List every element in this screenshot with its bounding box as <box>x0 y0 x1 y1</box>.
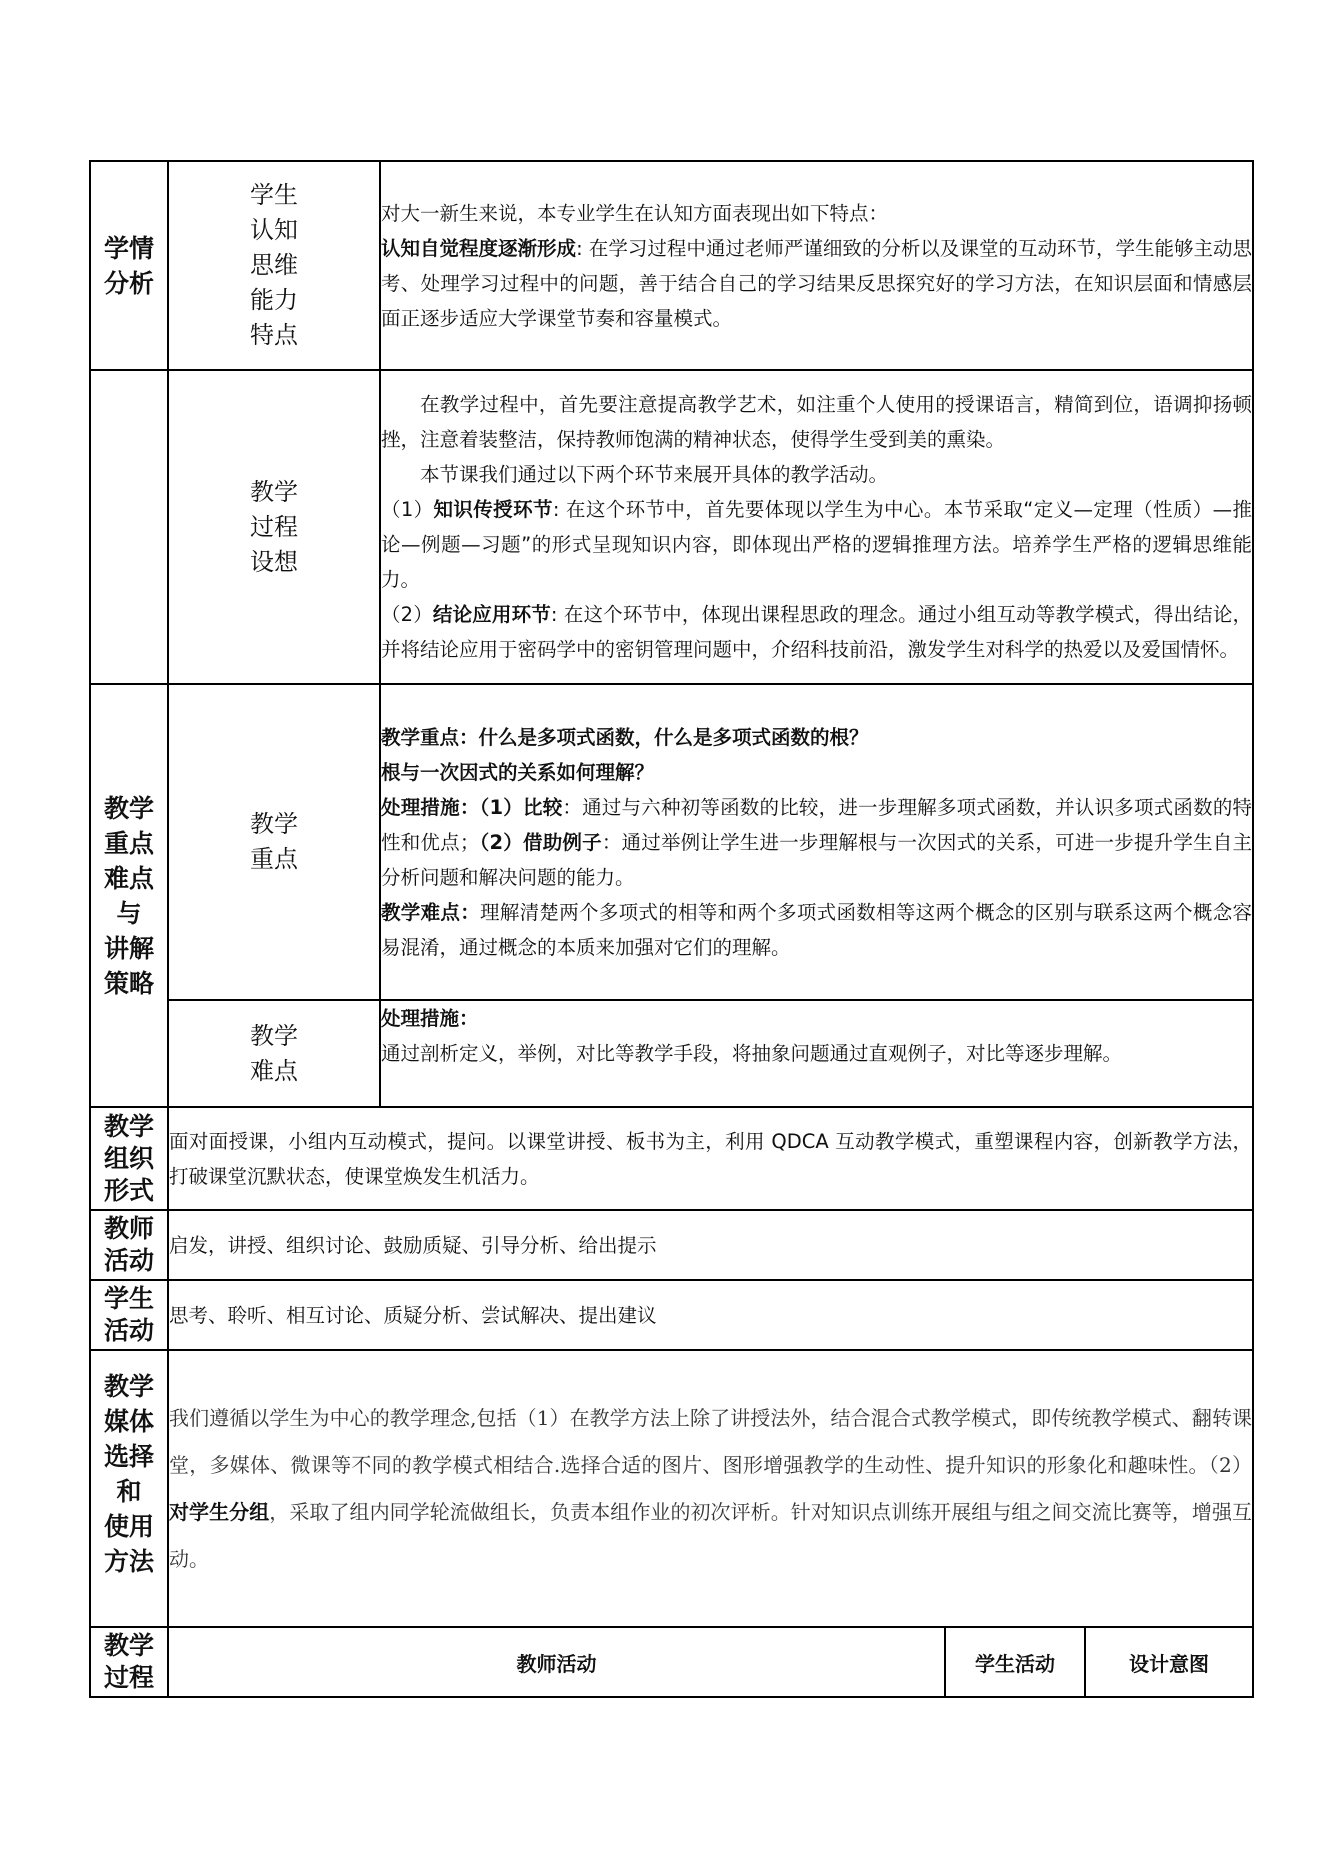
difficulty-text: 理解清楚两个多项式的相等和两个多项式函数相等这两个概念的区别与联系这两个概念容易混淆，通过概念的本质来加强对它们的理解。 <box>381 900 1253 959</box>
label-line: 方法 <box>103 1547 154 1576</box>
label-media <box>90 1350 168 1627</box>
label-line: 组织 <box>103 1143 154 1173</box>
sub-difficulties <box>168 1000 380 1107</box>
content-key-points <box>380 684 1253 1000</box>
item-text: : 在这个环节中，体现出课程思政的理念。通过小组互动等教学模式，得出结论，并将结论应用于密码学中的密钥管理问题中，介绍科技前沿，激发学生对科学的热爱以及爱国情怀。 <box>381 603 1252 661</box>
content-process-design <box>380 370 1253 684</box>
label-line: 形式 <box>103 1175 154 1205</box>
label-line: 活动 <box>103 1316 154 1345</box>
item-bold: 结论应用环节 <box>432 603 551 626</box>
label-line: 难点 <box>103 863 154 893</box>
item-number: （1） <box>381 498 434 521</box>
sub-line: 特点 <box>250 321 298 349</box>
paragraph: 本节课我们通过以下两个环节来展开具体的教学活动。 <box>420 463 889 486</box>
label-student-activity <box>90 1280 168 1350</box>
label-line: 和 <box>116 1477 142 1506</box>
content-organization <box>168 1107 1253 1210</box>
label-line: 策略 <box>103 968 154 998</box>
key-line: 教学重点：什么是多项式函数，什么是多项式函数的根？ <box>381 725 869 749</box>
sub-line: 难点 <box>250 1056 298 1085</box>
label-key-difficult <box>90 684 168 1107</box>
label-line: 教学 <box>103 1372 154 1401</box>
measure-bold: 处理措施：（1）比较 <box>381 795 563 819</box>
row-key-points <box>90 684 1253 1000</box>
label-line: 重点 <box>103 828 154 858</box>
item-number: （2） <box>381 603 433 626</box>
difficulty-bold: 教学难点： <box>381 900 481 924</box>
col-design-intent: 设计意图 <box>1085 1627 1253 1697</box>
sub-process-design <box>168 370 380 684</box>
content-learning-analysis <box>380 161 1253 370</box>
row-learning-analysis <box>90 161 1253 370</box>
label-line: 分析 <box>103 268 154 298</box>
paragraph <box>381 492 1252 597</box>
label-organization <box>90 1107 168 1210</box>
trait-text: : 在学习过程中通过老师严谨细致的分析以及课堂的互动环节，学生能够主动思考、处理学习过程中的问题，善于结合自己的学习结果反思探究好的学习方法，在知识层面和情感层面正逐步适应大学课堂节奏和容量模式。 <box>381 236 1253 330</box>
paragraph <box>381 895 1252 965</box>
sub-line: 能力 <box>250 286 298 314</box>
label-line: 学情 <box>103 233 154 263</box>
sub-line: 过程 <box>250 512 298 541</box>
sub-line: 思维 <box>250 251 298 279</box>
paragraph <box>381 597 1252 667</box>
label-line: 教学 <box>103 1111 154 1141</box>
label-line: 媒体 <box>103 1407 154 1436</box>
paragraph: 通过剖析定义，举例，对比等教学手段，将抽象问题通过直观例子，对比等逐步理解。 <box>381 1042 1123 1065</box>
sub-cognitive-traits <box>168 161 380 370</box>
sub-key-points <box>168 684 380 1000</box>
paragraph <box>381 755 1252 790</box>
sub-line: 认知 <box>250 216 298 244</box>
measure-text: ：通过举例让学生进一步理解根与一次因式的关系，可进一步提升学生自主分析问题和解决问题的能力。 <box>381 830 1253 889</box>
lesson-plan-table <box>89 160 1254 1698</box>
trait-paragraph <box>381 231 1252 336</box>
sub-line: 教学 <box>250 1021 298 1050</box>
measure-bold: （2）借助例子 <box>479 830 602 854</box>
sub-line: 重点 <box>250 845 298 873</box>
paragraph: 思考、聆听、相互讨论、质疑分析、尝试解决、提出建议 <box>169 1303 657 1327</box>
paragraph <box>381 1001 1252 1036</box>
label-teacher-activity <box>90 1210 168 1280</box>
item-text: : 在这个环节中，首先要体现以学生为中心。本节采取“定义—定理（性质）—推论—例题—习题”的形式呈现知识内容，即体现出严格的逻辑推理方法。培养学生严格的逻辑思维能力。 <box>381 498 1253 591</box>
sub-line: 学生 <box>250 181 298 209</box>
col-teacher-activity: 教师活动 <box>168 1627 945 1697</box>
col-student-activity: 学生活动 <box>945 1627 1085 1697</box>
paragraph: 启发，讲授、组织讨论、鼓励质疑、引导分析、给出提示 <box>169 1233 657 1257</box>
label-line: 教师 <box>103 1214 154 1243</box>
row-organization <box>90 1107 1253 1210</box>
item-bold: 知识传授环节 <box>433 498 553 521</box>
media-bold: 对学生分组 <box>169 1499 270 1524</box>
label-line: 教学 <box>103 1631 154 1660</box>
intro-text: 对大一新生来说，本专业学生在认知方面表现出如下特点： <box>381 201 889 225</box>
label-line: 与 <box>116 898 142 928</box>
content-media <box>168 1350 1253 1627</box>
row-media <box>90 1350 1253 1627</box>
sub-line: 教学 <box>250 810 298 838</box>
content-teacher-activity <box>168 1210 1253 1280</box>
label-line: 选择 <box>103 1442 154 1471</box>
media-text: 我们遵循以学生为中心的教学理念,包括（1）在教学方法上除了讲授法外，结合混合式教学模式，即传统教学模式、翻转课堂，多媒体、微课等不同的教学模式相结合.选择合适的图片、图形增强教学的生动性、提升知识的形象化和趣味性。（2） <box>169 1405 1253 1477</box>
label-learning-analysis <box>90 161 168 370</box>
measure-text: ：通过与六种初等函数的比较，进一步理解多项式函数，并认识多项式函数的特性和优点； <box>381 795 1253 854</box>
paragraph <box>381 720 1252 755</box>
row-process-header <box>90 1627 1253 1697</box>
trait-bold: 认知自觉程度逐渐形成 <box>381 236 577 260</box>
row-difficulties <box>90 1000 1253 1107</box>
label-line: 讲解 <box>103 933 154 963</box>
sub-line: 设想 <box>250 547 298 576</box>
paragraph: 在教学过程中，首先要注意提高教学艺术，如注重个人使用的授课语言，精简到位，语调抑扬顿挫，注意着装整洁，保持教师饱满的精神状态，使得学生受到美的熏染。 <box>381 393 1253 451</box>
media-text: ，采取了组内同学轮流做组长，负责本组作业的初次评析。针对知识点训练开展组与组之间交流比赛等，增强互动。 <box>169 1499 1253 1571</box>
label-line: 活动 <box>103 1246 154 1275</box>
sub-line: 教学 <box>250 477 298 506</box>
label-process <box>90 1627 168 1697</box>
label-line: 过程 <box>103 1663 154 1692</box>
label-empty <box>90 370 168 684</box>
row-teacher-activity <box>90 1210 1253 1280</box>
row-student-activity <box>90 1280 1253 1350</box>
label-line: 学生 <box>103 1284 154 1313</box>
row-process-design <box>90 370 1253 684</box>
paragraph: 面对面授课，小组内互动模式，提问。以课堂讲授、板书为主，利用 QDCA 互动教学模式，重塑课程内容，创新教学方法，打破课堂沉默状态，使课堂焕发生机活力。 <box>169 1129 1253 1188</box>
paragraph <box>381 790 1252 895</box>
content-difficulties <box>380 1000 1253 1107</box>
label-line: 教学 <box>103 793 154 823</box>
label-line: 使用 <box>103 1512 154 1541</box>
key-line: 根与一次因式的关系如何理解？ <box>381 760 655 784</box>
paragraph <box>169 1395 1252 1583</box>
measure-bold: 处理措施： <box>381 1007 479 1030</box>
content-student-activity <box>168 1280 1253 1350</box>
